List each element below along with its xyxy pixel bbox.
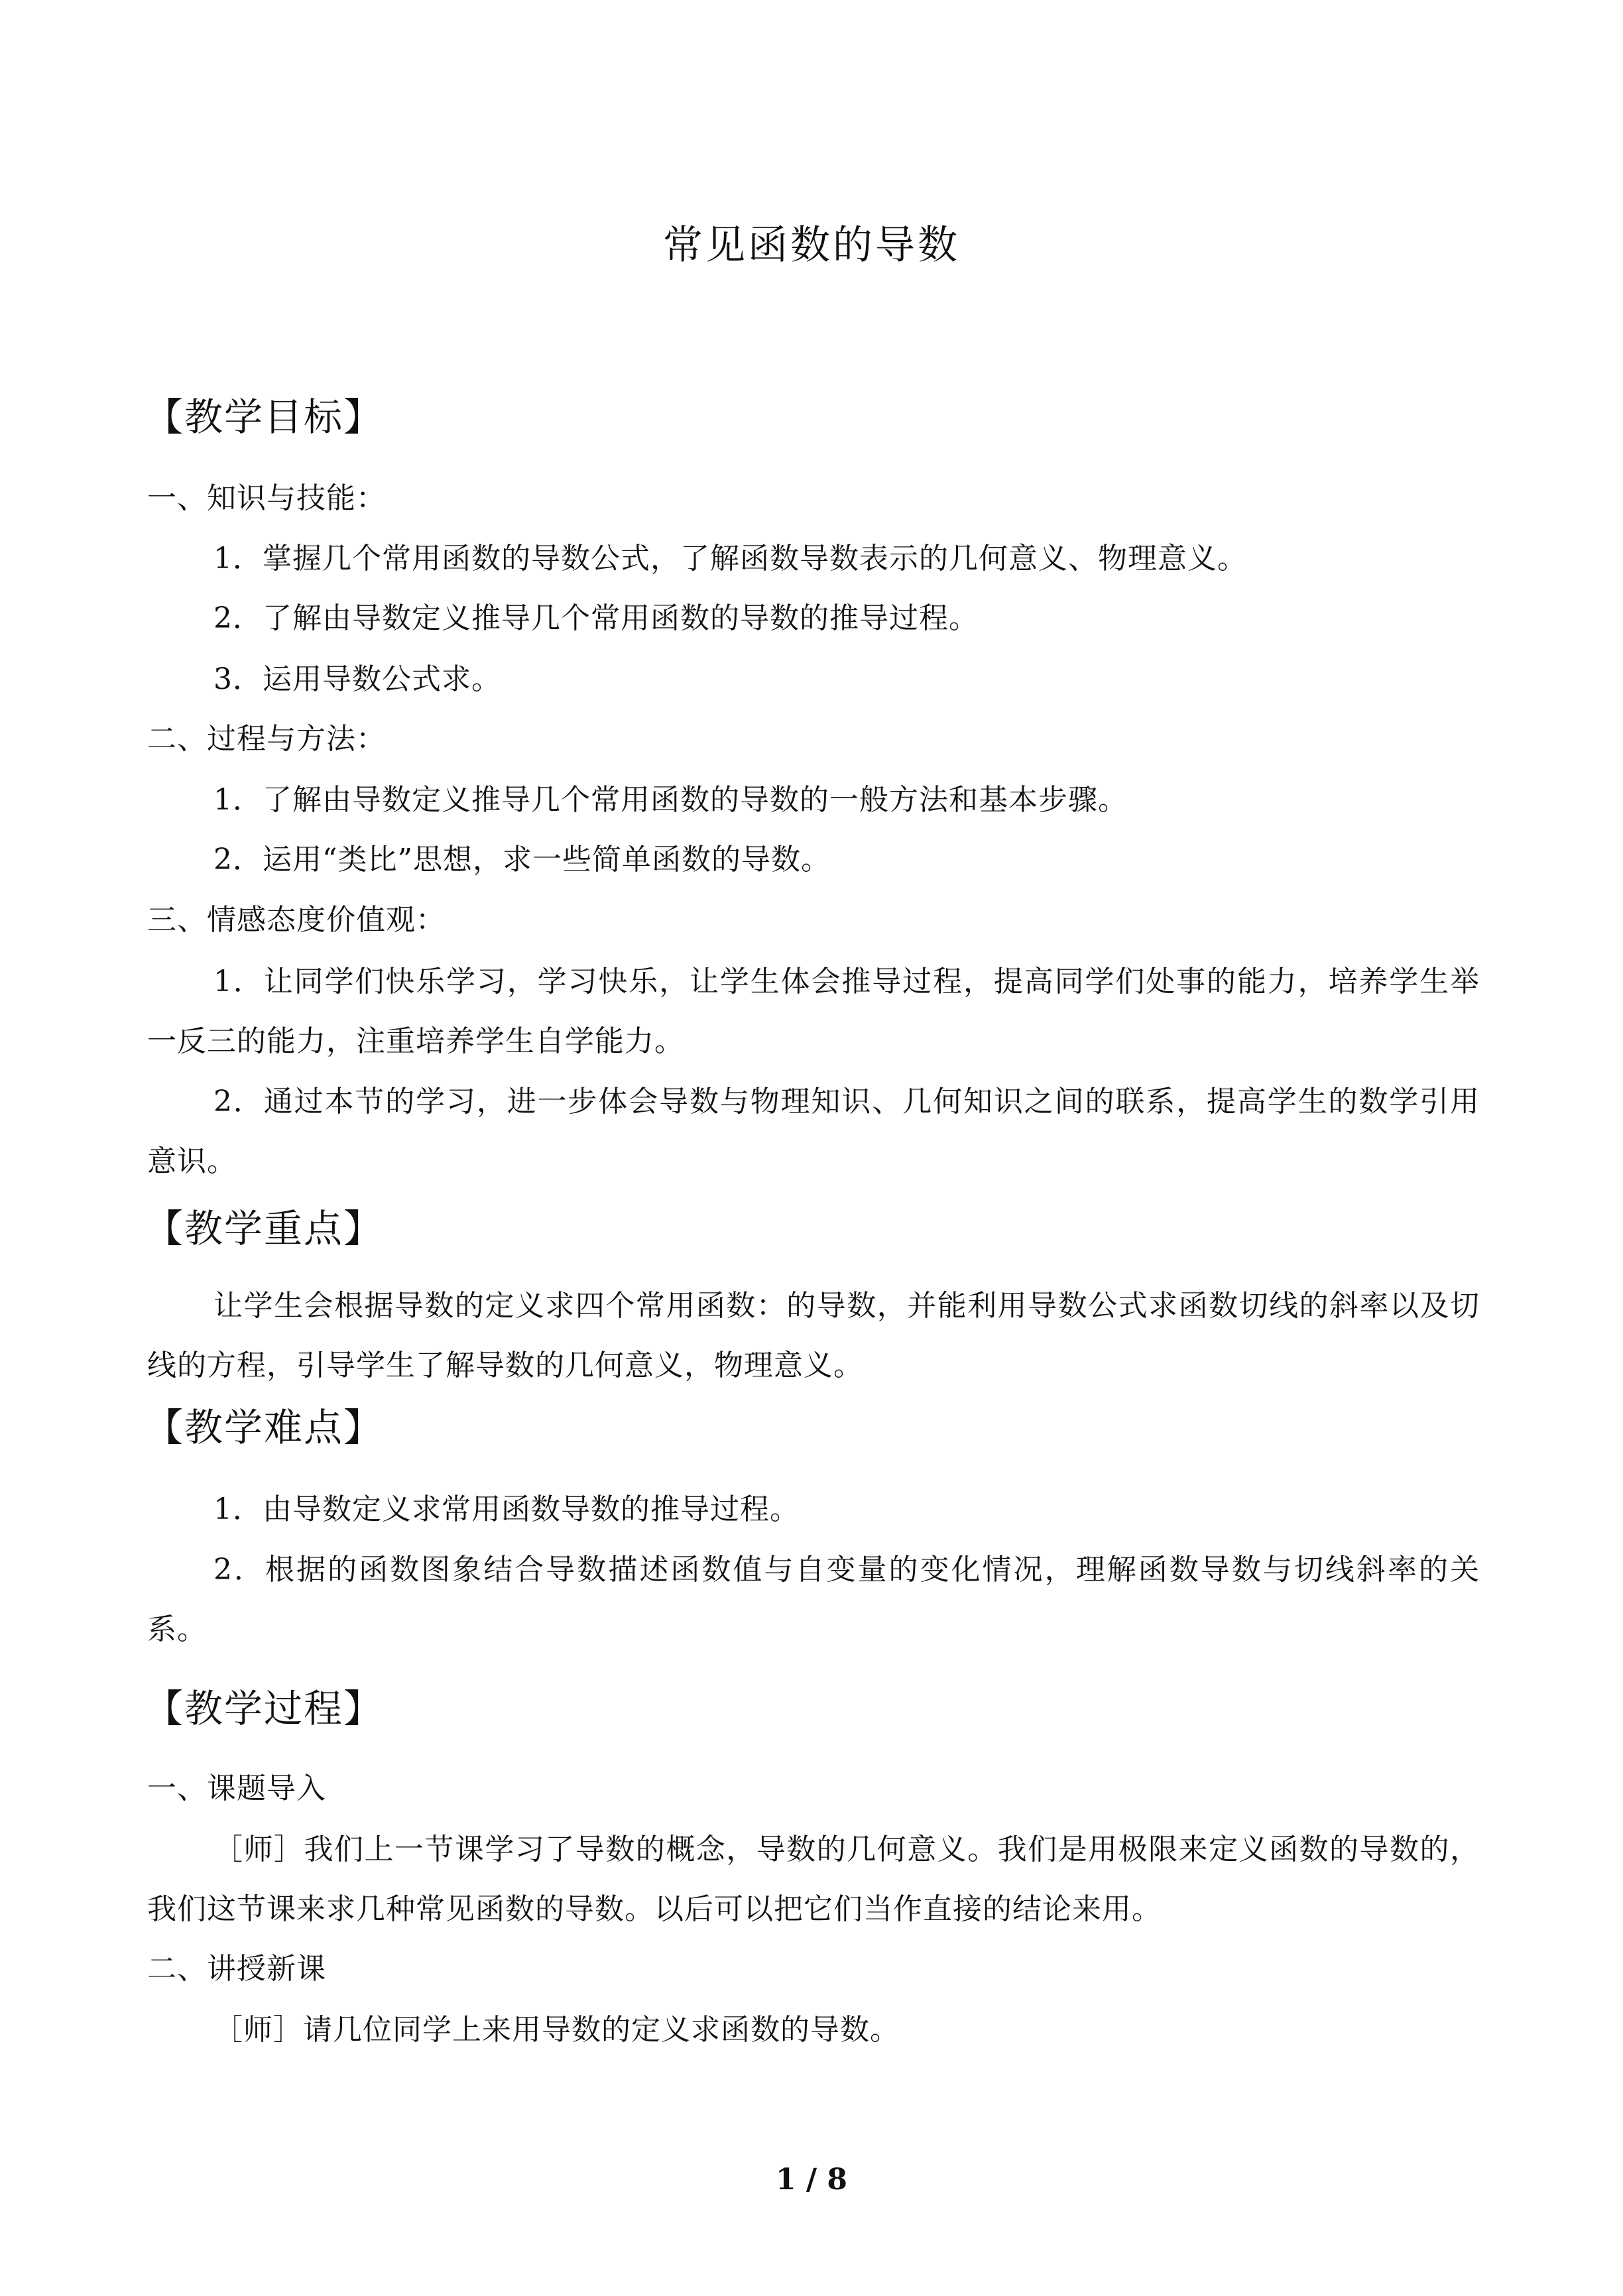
difficulty-item: 1．由导数定义求常用函数导数的推导过程。 [213, 1492, 800, 1526]
document-title: 常见函数的导数 [663, 222, 960, 269]
section-heading-process: 【教学过程】 [145, 1686, 384, 1731]
section-heading-difficulties: 【教学难点】 [145, 1405, 384, 1450]
knowledge-label: 一、知识与技能： [147, 481, 386, 515]
page-number: 1 / 8 [776, 2163, 847, 2197]
knowledge-item: 2．了解由导数定义推导几个常用函数的导数的推导过程。 [213, 601, 979, 635]
emotion-label: 三、情感态度价值观： [147, 903, 446, 937]
key-points-text: 让学生会根据导数的定义求四个常用函数：的导数，并能利用导数公式求函数切线的斜率以及切线的方程，引导学生了解导数的几何意义，物理意义。 [147, 1289, 1480, 1382]
process-item: 1．了解由导数定义推导几个常用函数的导数的一般方法和基本步骤。 [213, 783, 1128, 817]
knowledge-item: 1．掌握几个常用函数的导数公式，了解函数导数表示的几何意义、物理意义。 [213, 542, 1247, 575]
emotion-item: 2．通过本节的学习，进一步体会导数与物理知识、几何知识之间的联系，提高学生的数学引用意识。 [147, 1085, 1480, 1178]
emotion-item: 1．让同学们快乐学习，学习快乐，让学生体会推导过程，提高同学们处事的能力，培养学生举一反三的能力，注重培养学生自学能力。 [147, 965, 1480, 1058]
difficulty-item: 2．根据的函数图象结合导数描述函数值与自变量的变化情况，理解函数导数与切线斜率的关系。 [147, 1553, 1480, 1646]
intro-label: 一、课题导入 [147, 1772, 326, 1805]
process-item: 2．运用“类比”思想，求一些简单函数的导数。 [213, 843, 831, 876]
new-lesson-text: ［师］请几位同学上来用导数的定义求函数的导数。 [213, 2013, 900, 2047]
process-label: 二、过程与方法： [147, 722, 386, 756]
intro-text: ［师］我们上一节课学习了导数的概念，导数的几何意义。我们是用极限来定义函数的导数的，我们这节课来求几种常见函数的导数。以后可以把它们当作直接的结论来用。 [147, 1833, 1480, 1926]
knowledge-item: 3．运用导数公式求。 [213, 662, 501, 696]
section-heading-key-points: 【教学重点】 [145, 1206, 384, 1251]
section-heading-objectives: 【教学目标】 [145, 394, 384, 440]
new-lesson-label: 二、讲授新课 [147, 1952, 326, 1986]
